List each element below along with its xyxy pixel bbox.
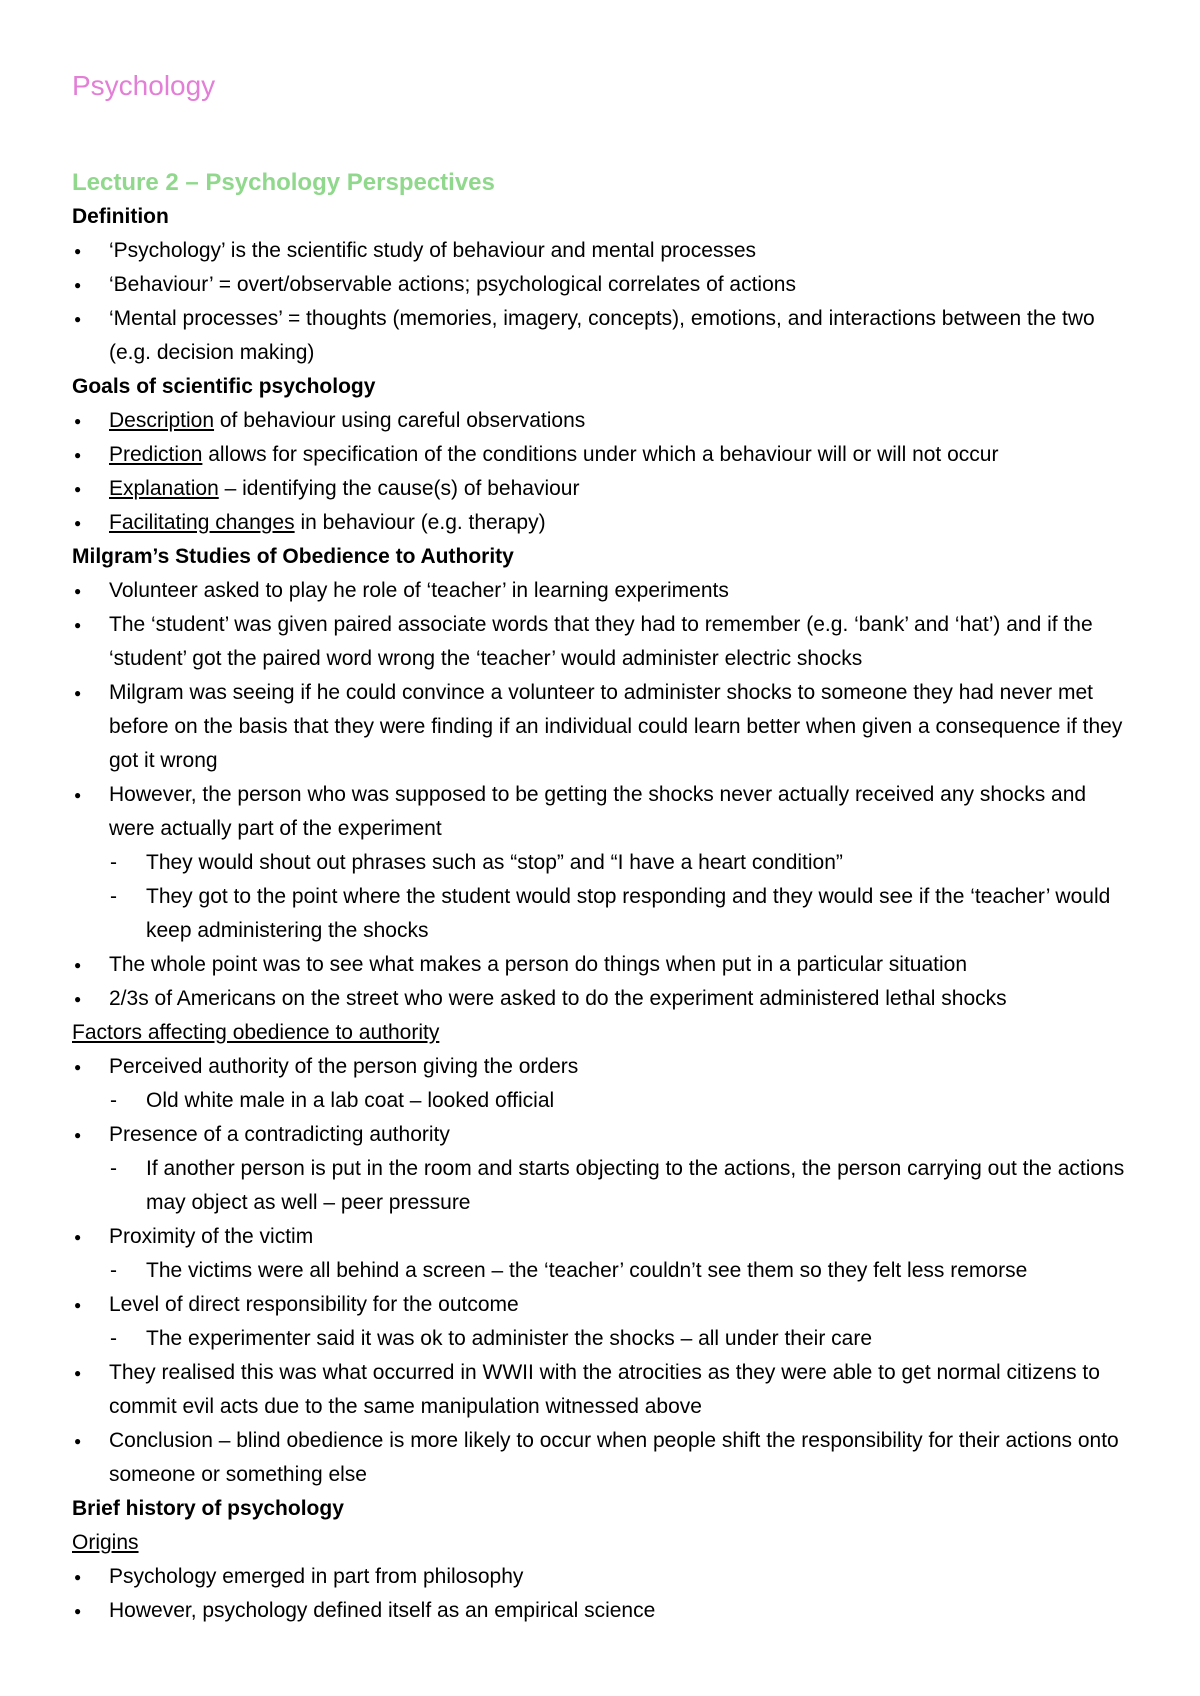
list-item: ● Level of direct responsibility for the outcome bbox=[72, 1288, 1132, 1322]
goals-heading: Goals of scientific psychology bbox=[72, 375, 376, 398]
list-item: ● Conclusion – blind obedience is more likely to occur when people shift the responsibility for their actions onto someone or something else bbox=[72, 1424, 1132, 1492]
history-heading: Brief history of psychology bbox=[72, 1497, 344, 1520]
list-item: ● However, psychology defined itself as an empirical science bbox=[72, 1594, 1132, 1628]
list-item bbox=[72, 472, 1132, 506]
factors-heading: Factors affecting obedience to authority bbox=[72, 1021, 440, 1044]
sub-list-item: - The victims were all behind a screen – the ‘teacher’ couldn’t see them so they felt less remorse bbox=[72, 1254, 1132, 1288]
sub-list-item: - They got to the point where the student would stop responding and they would see if the ‘teacher’ would keep administering the shocks bbox=[72, 880, 1132, 948]
sub-list-item: - If another person is put in the room and starts objecting to the actions, the person carrying out the actions may object as well – peer pressure bbox=[72, 1152, 1132, 1220]
goal-text: allows for specification of the conditions under which a behaviour will or will not occur bbox=[202, 443, 999, 466]
list-item bbox=[72, 404, 1132, 438]
list-item: ● ‘Behaviour’ = overt/observable actions; psychological correlates of actions bbox=[72, 268, 1132, 302]
list-item: ● Psychology emerged in part from philosophy bbox=[72, 1560, 1132, 1594]
list-item bbox=[72, 438, 1132, 472]
goal-term: Prediction bbox=[109, 443, 203, 466]
list-item: ● The ‘student’ was given paired associate words that they had to remember (e.g. ‘bank’ and ‘hat’) and if the ‘student’ got the paired word wrong the ‘teacher’ would administer electric shocks bbox=[72, 608, 1132, 676]
origins-list bbox=[72, 1560, 1132, 1628]
list-item: ● ‘Mental processes’ = thoughts (memories, imagery, concepts), emotions, and interactions between the two (e.g. decision making) bbox=[72, 302, 1132, 370]
goal-text: of behaviour using careful observations bbox=[214, 409, 586, 432]
list-item: ● Proximity of the victim bbox=[72, 1220, 1132, 1254]
list-item: ● Volunteer asked to play he role of ‘teacher’ in learning experiments bbox=[72, 574, 1132, 608]
list-item: ● However, the person who was supposed to be getting the shocks never actually received any shocks and were actually part of the experiment bbox=[72, 778, 1132, 846]
document-title: Psychology bbox=[72, 70, 216, 101]
goal-text: in behaviour (e.g. therapy) bbox=[294, 511, 546, 534]
list-item: ● They realised this was what occurred in WWII with the atrocities as they were able to get normal citizens to commit evil acts due to the same manipulation witnessed above bbox=[72, 1356, 1132, 1424]
list-item: ● Perceived authority of the person giving the orders bbox=[72, 1050, 1132, 1084]
definition-list bbox=[72, 234, 1132, 370]
lecture-title: Lecture 2 – Psychology Perspectives bbox=[72, 169, 495, 196]
goal-term: Description bbox=[109, 409, 215, 432]
goal-term: Facilitating changes bbox=[109, 511, 295, 534]
sub-list-item: - The experimenter said it was ok to administer the shocks – all under their care bbox=[72, 1322, 1132, 1356]
list-item: ● The whole point was to see what makes a person do things when put in a particular situation bbox=[72, 948, 1132, 982]
goal-text: – identifying the cause(s) of behaviour bbox=[218, 477, 580, 500]
origins-heading: Origins bbox=[72, 1531, 139, 1554]
list-item: ● ‘Psychology’ is the scientific study of behaviour and mental processes bbox=[72, 234, 1132, 268]
list-item: ● Presence of a contradicting authority bbox=[72, 1118, 1132, 1152]
milgram-list bbox=[72, 574, 1132, 1016]
goal-term: Explanation bbox=[109, 477, 219, 500]
factors-list bbox=[72, 1050, 1132, 1492]
definition-heading: Definition bbox=[72, 205, 169, 228]
sub-list-item: - Old white male in a lab coat – looked official bbox=[72, 1084, 1132, 1118]
sub-list-item: - They would shout out phrases such as “stop” and “I have a heart condition” bbox=[72, 846, 1132, 880]
list-item: ● Milgram was seeing if he could convince a volunteer to administer shocks to someone they had never met before on the basis that they were finding if an individual could learn better when given a consequence if they got it wrong bbox=[72, 676, 1132, 778]
document-body bbox=[72, 166, 1132, 1628]
list-item bbox=[72, 506, 1132, 540]
list-item: ● 2/3s of Americans on the street who were asked to do the experiment administered lethal shocks bbox=[72, 982, 1132, 1016]
milgram-heading: Milgram’s Studies of Obedience to Authority bbox=[72, 545, 514, 568]
goals-list bbox=[72, 404, 1132, 540]
